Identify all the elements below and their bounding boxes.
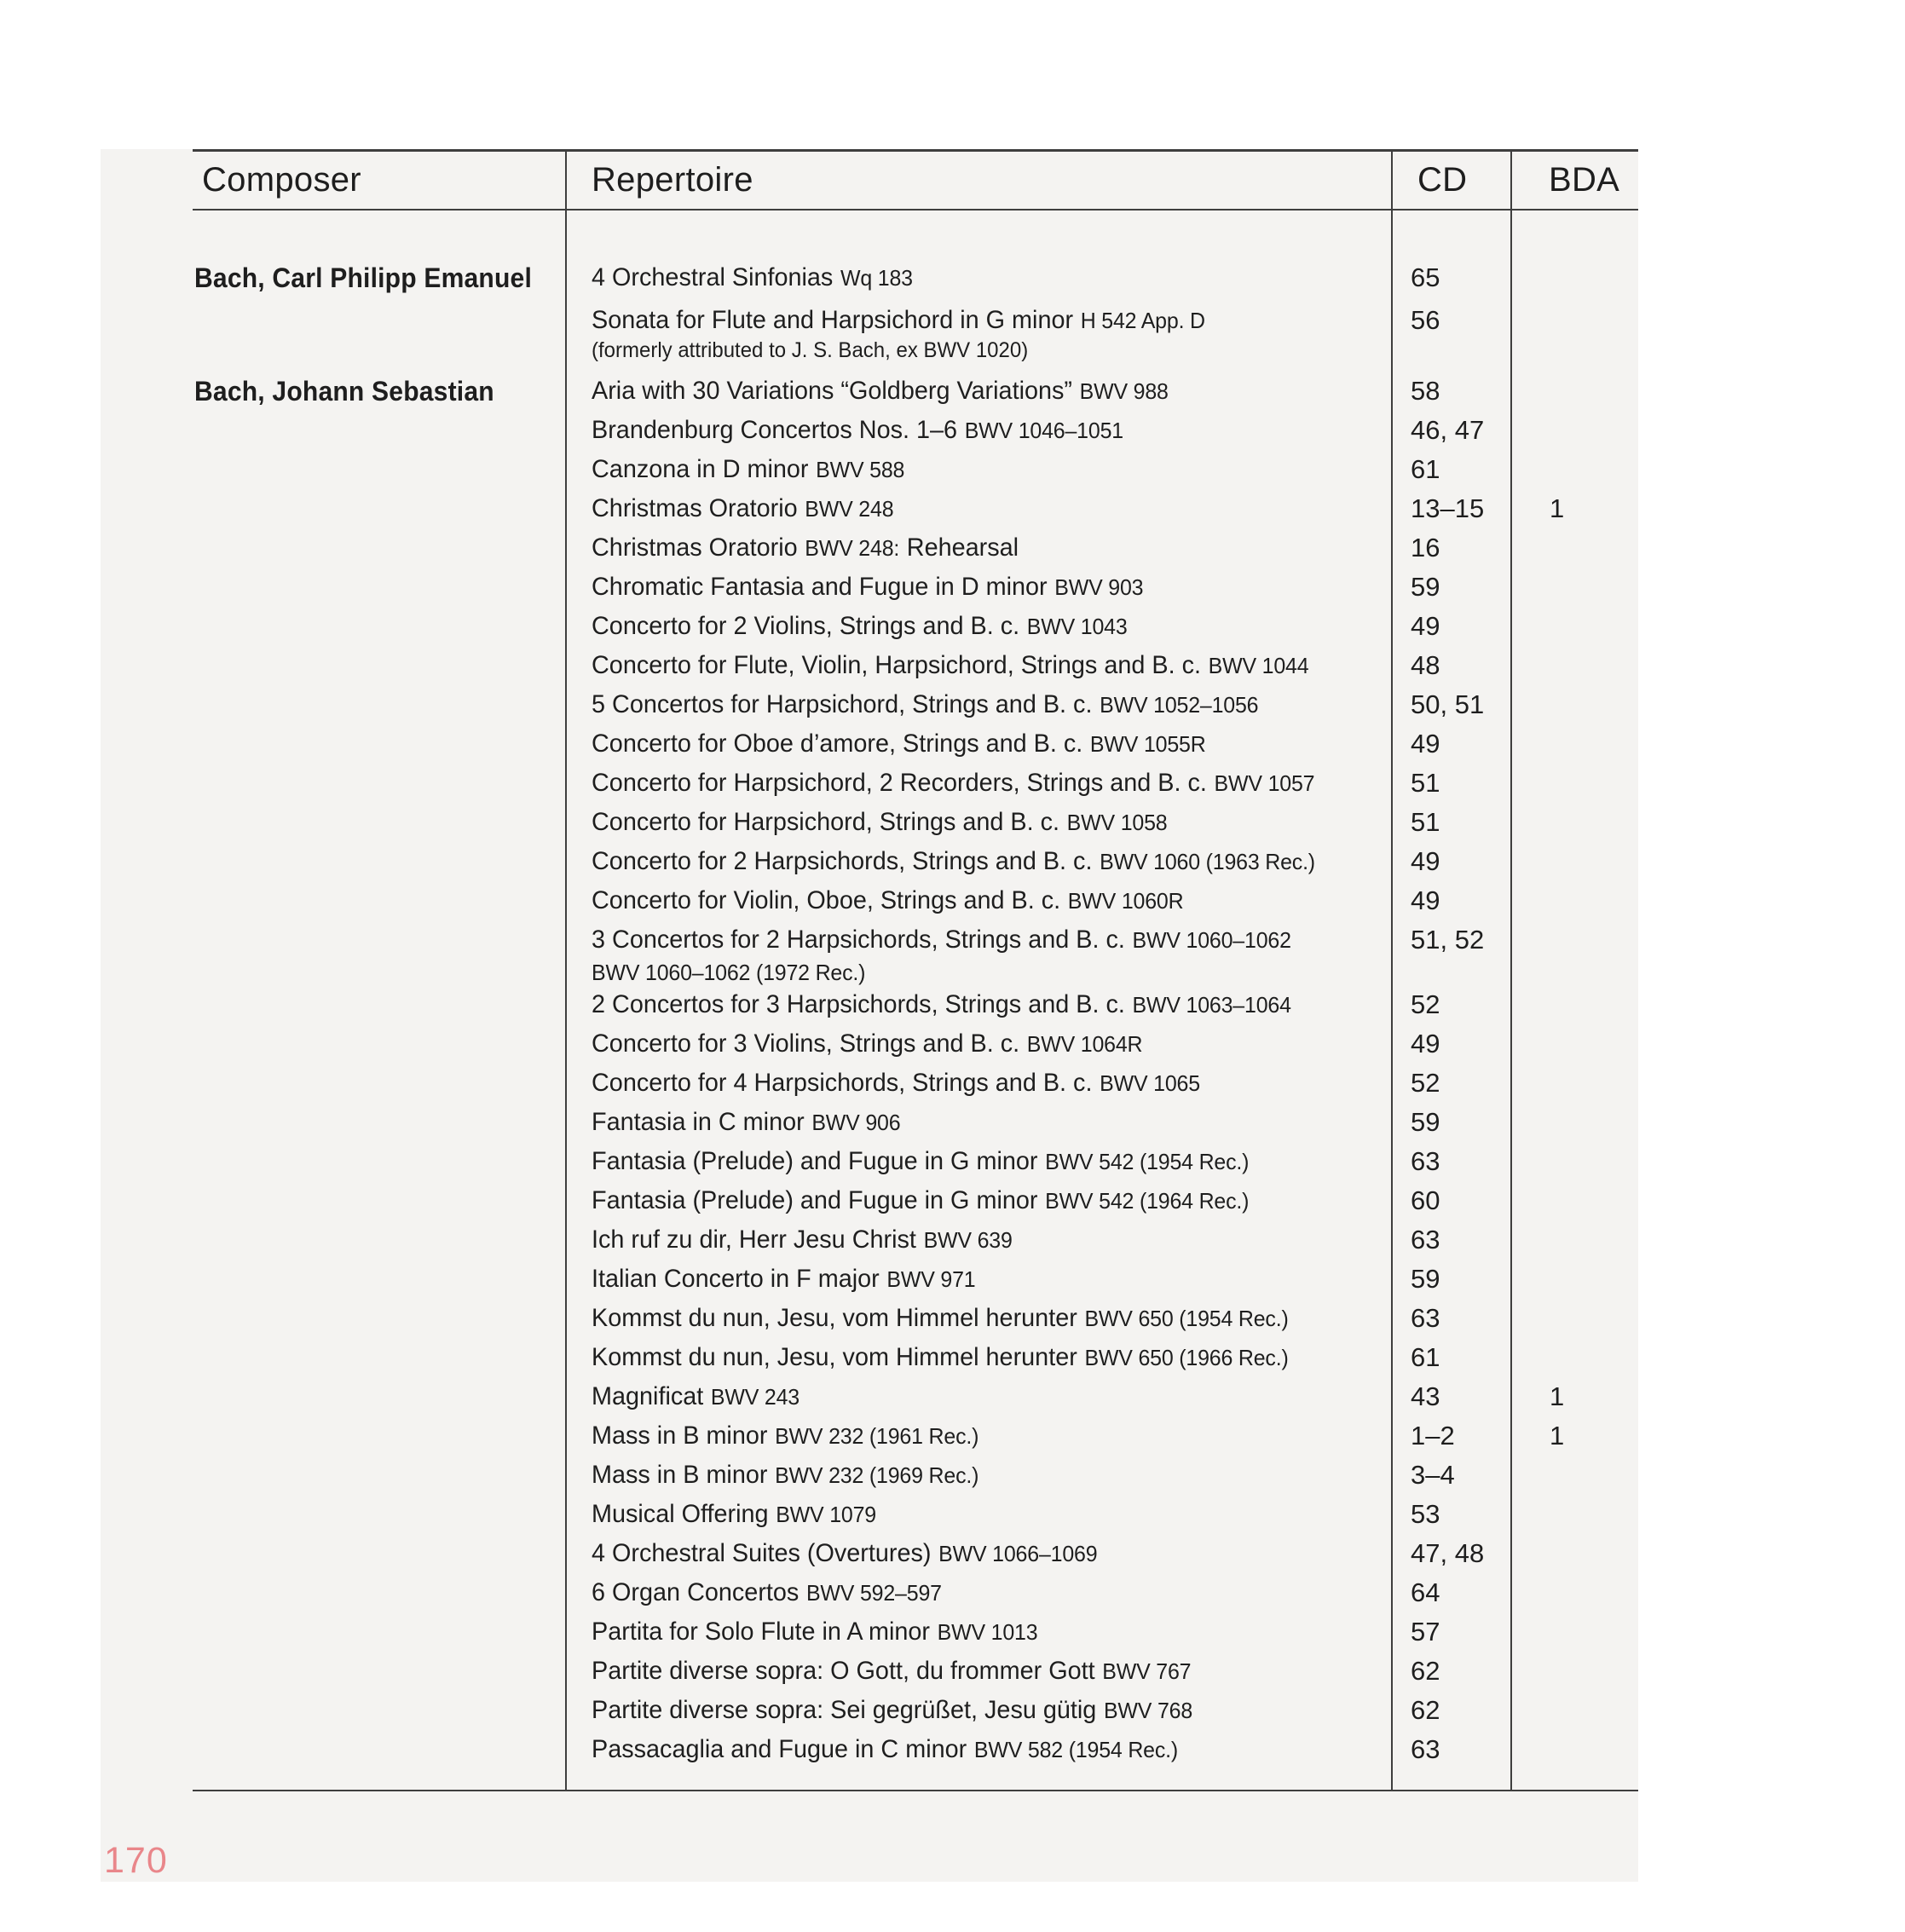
cd-cell xyxy=(1391,1652,1510,1691)
repertoire-cell xyxy=(565,1416,1391,1456)
table-row xyxy=(193,685,1638,724)
cd-numbers: 63 xyxy=(1411,1303,1440,1333)
table-row xyxy=(193,1612,1638,1652)
table-row xyxy=(193,411,1638,450)
table-row xyxy=(193,842,1638,881)
work-title-line xyxy=(592,528,1359,568)
work-title-line xyxy=(592,1024,1359,1064)
cd-cell xyxy=(1391,1416,1510,1456)
work-title: Aria with 30 Variations “Goldberg Variations” xyxy=(592,377,1072,405)
catalog-number: BWV 650 (1954 Rec.) xyxy=(1084,1306,1289,1331)
catalog-number: BWV 1013 xyxy=(937,1619,1038,1645)
work-title: Concerto for Harpsichord, Strings and B. c. xyxy=(592,808,1060,836)
repertoire-cell xyxy=(565,1338,1391,1377)
cd-numbers: 16 xyxy=(1411,533,1440,562)
repertoire-cell xyxy=(565,528,1391,568)
cd-cell xyxy=(1391,450,1510,489)
work-title-line xyxy=(592,1534,1359,1573)
catalog-number: BWV 988 xyxy=(1079,378,1169,404)
table-row xyxy=(193,1220,1638,1260)
work-title: Concerto for Harpsichord, 2 Recorders, Strings and B. c. xyxy=(592,769,1207,797)
table-row xyxy=(193,1299,1638,1338)
cd-cell xyxy=(1391,1730,1510,1769)
work-title: Fantasia (Prelude) and Fugue in G minor xyxy=(592,1186,1038,1214)
catalog-number: BWV 650 (1966 Rec.) xyxy=(1084,1345,1289,1370)
catalog-number: BWV 1064R xyxy=(1026,1031,1143,1057)
work-title: Canzona in D minor xyxy=(592,455,809,483)
cd-cell xyxy=(1391,1024,1510,1064)
column-header-bda: BDA xyxy=(1549,161,1620,199)
cd-numbers: 59 xyxy=(1411,1107,1440,1137)
repertoire-cell xyxy=(565,1534,1391,1573)
cd-numbers: 47, 48 xyxy=(1411,1538,1485,1568)
repertoire-cell xyxy=(565,1181,1391,1220)
catalog-number: BWV 1052–1056 xyxy=(1100,692,1259,718)
repertoire-cell xyxy=(565,489,1391,528)
table-row xyxy=(193,764,1638,803)
table-row xyxy=(193,1181,1638,1220)
cd-cell xyxy=(1391,568,1510,607)
cd-cell xyxy=(1391,1691,1510,1730)
work-title: Mass in B minor xyxy=(592,1422,768,1450)
catalog-number: BWV 592–597 xyxy=(805,1580,942,1606)
cd-numbers: 46, 47 xyxy=(1411,415,1485,445)
table-header-row xyxy=(193,158,1638,202)
repertoire-cell xyxy=(565,1652,1391,1691)
table-row xyxy=(193,1456,1638,1495)
table-row xyxy=(193,258,1638,297)
table-row xyxy=(193,1024,1638,1064)
work-title-line xyxy=(592,1495,1359,1534)
repertoire-cell xyxy=(565,985,1391,1024)
table-row xyxy=(193,372,1638,411)
cd-numbers: 43 xyxy=(1411,1381,1440,1411)
cd-cell xyxy=(1391,528,1510,568)
repertoire-cell xyxy=(565,607,1391,646)
work-title-line xyxy=(592,881,1359,920)
repertoire-cell xyxy=(565,301,1391,363)
cd-cell xyxy=(1391,1573,1510,1612)
composer-name: Bach, Carl Philipp Emanuel xyxy=(194,262,533,293)
cd-cell xyxy=(1391,1064,1510,1103)
cd-cell xyxy=(1391,1456,1510,1495)
scanned-page xyxy=(101,149,1638,1882)
cd-cell xyxy=(1391,1495,1510,1534)
catalog-number: BWV 1057 xyxy=(1214,770,1315,796)
work-title-line xyxy=(592,372,1359,411)
column-header-composer: Composer xyxy=(202,161,361,199)
repertoire-cell xyxy=(565,724,1391,764)
bda-cell xyxy=(1510,1377,1638,1416)
cd-cell xyxy=(1391,607,1510,646)
cd-numbers: 63 xyxy=(1411,1146,1440,1176)
table-row xyxy=(193,1652,1638,1691)
cd-cell xyxy=(1391,1220,1510,1260)
cd-numbers: 61 xyxy=(1411,454,1440,484)
work-title-line xyxy=(592,450,1359,489)
work-title-line xyxy=(592,842,1359,881)
repertoire-cell xyxy=(565,881,1391,920)
repertoire-cell xyxy=(565,258,1391,297)
bda-cell xyxy=(1510,489,1638,528)
repertoire-cell xyxy=(565,1024,1391,1064)
table-row xyxy=(193,724,1638,764)
catalog-number: BWV 232 (1961 Rec.) xyxy=(775,1423,979,1449)
bda-cell xyxy=(1510,1416,1638,1456)
work-title-line xyxy=(592,568,1359,607)
repertoire-cell xyxy=(565,1456,1391,1495)
catalog-number: BWV 1044 xyxy=(1208,653,1309,678)
work-title: Concerto for 2 Harpsichords, Strings and B. c. xyxy=(592,847,1093,875)
work-title-line xyxy=(592,1220,1359,1260)
cd-numbers: 48 xyxy=(1411,650,1440,680)
catalog-number: BWV 1060 (1963 Rec.) xyxy=(1100,849,1315,874)
catalog-number: BWV 588 xyxy=(816,457,905,482)
cd-cell xyxy=(1391,646,1510,685)
cd-numbers: 64 xyxy=(1411,1577,1440,1607)
catalog-number: BWV 971 xyxy=(886,1266,976,1292)
cd-cell xyxy=(1391,881,1510,920)
work-title: Partite diverse sopra: Sei gegrüßet, Jesu gütig xyxy=(592,1696,1097,1724)
work-title: Partite diverse sopra: O Gott, du frommer Gott xyxy=(592,1657,1095,1685)
table-row xyxy=(193,1730,1638,1769)
work-title: Partita for Solo Flute in A minor xyxy=(592,1618,930,1646)
column-header-cd: CD xyxy=(1417,161,1468,199)
table-row xyxy=(193,607,1638,646)
work-title: 2 Concertos for 3 Harpsichords, Strings and B. c. xyxy=(592,990,1125,1018)
cd-numbers: 52 xyxy=(1411,989,1440,1019)
table-row xyxy=(193,489,1638,528)
work-title-line xyxy=(592,1730,1359,1769)
cd-numbers: 49 xyxy=(1411,1029,1440,1058)
table-row xyxy=(193,646,1638,685)
work-title: Passacaglia and Fugue in C minor xyxy=(592,1735,967,1763)
cd-cell xyxy=(1391,1142,1510,1181)
repertoire-cell xyxy=(565,1064,1391,1103)
repertoire-cell xyxy=(565,1730,1391,1769)
cd-cell xyxy=(1391,301,1510,340)
table-row xyxy=(193,1142,1638,1181)
composer-name: Bach, Johann Sebastian xyxy=(194,376,494,407)
work-title: Fantasia (Prelude) and Fugue in G minor xyxy=(592,1147,1038,1175)
table-row xyxy=(193,881,1638,920)
work-title-line xyxy=(592,607,1359,646)
composer-cell xyxy=(193,258,565,297)
table-bottom-rule xyxy=(193,1790,1638,1791)
work-title-line xyxy=(592,685,1359,724)
bda-number: 1 xyxy=(1550,1381,1565,1411)
cd-cell xyxy=(1391,1260,1510,1299)
work-title-line xyxy=(592,1181,1359,1220)
work-title: Sonata for Flute and Harpsichord in G minor xyxy=(592,306,1074,334)
work-title: Christmas Oratorio xyxy=(592,533,798,562)
cd-cell xyxy=(1391,842,1510,881)
cd-numbers: 3–4 xyxy=(1411,1460,1455,1490)
catalog-number: BWV 1043 xyxy=(1026,614,1128,639)
catalog-number: BWV 1060–1062 xyxy=(1132,927,1291,953)
repertoire-cell xyxy=(565,764,1391,803)
work-title-line xyxy=(592,1260,1359,1299)
work-title: Musical Offering xyxy=(592,1500,769,1528)
cd-cell xyxy=(1391,764,1510,803)
table-row xyxy=(193,450,1638,489)
work-title-line xyxy=(592,1416,1359,1456)
table-row xyxy=(193,301,1638,363)
work-title: 4 Orchestral Sinfonias xyxy=(592,263,834,291)
cd-cell xyxy=(1391,1299,1510,1338)
catalog-number: BWV 1065 xyxy=(1100,1070,1200,1096)
work-title-line xyxy=(592,1103,1359,1142)
repertoire-cell xyxy=(565,1142,1391,1181)
catalog-number: BWV 1055R xyxy=(1089,731,1206,757)
cd-numbers: 51, 52 xyxy=(1411,925,1485,954)
work-title: Concerto for Violin, Oboe, Strings and B. c. xyxy=(592,886,1061,914)
repertoire-cell xyxy=(565,1260,1391,1299)
repertoire-cell xyxy=(565,920,1391,985)
work-title: Concerto for 3 Violins, Strings and B. c. xyxy=(592,1029,1020,1058)
catalog-number: BWV 768 xyxy=(1103,1698,1193,1723)
work-title: Magnificat xyxy=(592,1382,704,1410)
catalog-number: BWV 542 (1964 Rec.) xyxy=(1045,1188,1250,1214)
work-title: Kommst du nun, Jesu, vom Himmel herunter xyxy=(592,1343,1077,1371)
work-title-line xyxy=(592,1299,1359,1338)
page-number: 170 xyxy=(104,1840,168,1881)
cd-numbers: 49 xyxy=(1411,611,1440,641)
catalog-number: BWV 1046–1051 xyxy=(964,418,1123,443)
cd-cell xyxy=(1391,411,1510,450)
catalog-number: Wq 183 xyxy=(840,265,913,291)
work-title: 3 Concertos for 2 Harpsichords, Strings and B. c. xyxy=(592,926,1125,954)
table-row xyxy=(193,1260,1638,1299)
work-title-line xyxy=(592,301,1359,340)
cd-cell xyxy=(1391,489,1510,528)
cd-cell xyxy=(1391,1612,1510,1652)
cd-cell xyxy=(1391,985,1510,1024)
column-header-repertoire: Repertoire xyxy=(592,161,753,199)
cd-numbers: 52 xyxy=(1411,1068,1440,1098)
table-top-rule xyxy=(193,149,1638,152)
cd-numbers: 49 xyxy=(1411,846,1440,876)
repertoire-cell xyxy=(565,1573,1391,1612)
work-title: Italian Concerto in F major xyxy=(592,1265,880,1293)
work-title-line xyxy=(592,1377,1359,1416)
repertoire-cell xyxy=(565,450,1391,489)
cd-numbers: 61 xyxy=(1411,1342,1440,1372)
catalog-number: BWV 248 xyxy=(805,496,894,522)
repertoire-cell xyxy=(565,1103,1391,1142)
table-row xyxy=(193,1103,1638,1142)
catalog-number: BWV 232 (1969 Rec.) xyxy=(775,1462,979,1488)
cd-cell xyxy=(1391,1377,1510,1416)
table-row xyxy=(193,528,1638,568)
catalog-number: BWV 542 (1954 Rec.) xyxy=(1045,1149,1250,1174)
table-row xyxy=(193,1691,1638,1730)
composer-cell xyxy=(193,372,565,411)
repertoire-cell xyxy=(565,411,1391,450)
cd-numbers: 62 xyxy=(1411,1656,1440,1686)
work-title-line xyxy=(592,489,1359,528)
work-title: Kommst du nun, Jesu, vom Himmel herunter xyxy=(592,1304,1077,1332)
repertoire-cell xyxy=(565,1377,1391,1416)
cd-numbers: 49 xyxy=(1411,885,1440,915)
work-title-line xyxy=(592,1573,1359,1612)
catalog-number: BWV 248: xyxy=(805,535,900,561)
work-title-line xyxy=(592,1064,1359,1103)
work-title-line xyxy=(592,1612,1359,1652)
catalog-number: BWV 1058 xyxy=(1066,810,1168,835)
work-title: Fantasia in C minor xyxy=(592,1108,805,1136)
catalog-number: BWV 582 (1954 Rec.) xyxy=(973,1737,1179,1762)
work-title-line xyxy=(592,411,1359,450)
table-rows xyxy=(193,211,1638,1769)
repertoire-cell xyxy=(565,685,1391,724)
work-title-line xyxy=(592,1456,1359,1495)
work-title-line xyxy=(592,1142,1359,1181)
cd-numbers: 63 xyxy=(1411,1225,1440,1254)
cd-numbers: 62 xyxy=(1411,1695,1440,1725)
cd-cell xyxy=(1391,1534,1510,1573)
cd-numbers: 63 xyxy=(1411,1734,1440,1764)
cd-numbers: 65 xyxy=(1411,262,1440,292)
cd-cell xyxy=(1391,1103,1510,1142)
repertoire-cell xyxy=(565,842,1391,881)
work-title: Ich ruf zu dir, Herr Jesu Christ xyxy=(592,1226,916,1254)
cd-numbers: 58 xyxy=(1411,376,1440,406)
repertoire-cell xyxy=(565,372,1391,411)
table-row xyxy=(193,1377,1638,1416)
cd-numbers: 50, 51 xyxy=(1411,689,1485,719)
table-row xyxy=(193,803,1638,842)
work-title-line xyxy=(592,646,1359,685)
catalog-number: BWV 1063–1064 xyxy=(1132,992,1291,1018)
cd-cell xyxy=(1391,920,1510,960)
table-row xyxy=(193,1534,1638,1573)
table-row xyxy=(193,920,1638,985)
work-title-line xyxy=(592,920,1359,960)
catalog-number: BWV 906 xyxy=(811,1110,901,1135)
cd-cell xyxy=(1391,1338,1510,1377)
work-title-line xyxy=(592,764,1359,803)
cd-numbers: 60 xyxy=(1411,1185,1440,1215)
work-title: Brandenburg Concertos Nos. 1–6 xyxy=(592,416,958,444)
bda-number: 1 xyxy=(1550,493,1565,523)
catalog-number: BWV 1066–1069 xyxy=(938,1541,1098,1566)
cd-cell xyxy=(1391,685,1510,724)
work-title: Concerto for Flute, Violin, Harpsichord, Strings and B. c. xyxy=(592,651,1202,679)
work-title: 6 Organ Concertos xyxy=(592,1578,800,1606)
work-title: Christmas Oratorio xyxy=(592,494,798,522)
cd-numbers: 53 xyxy=(1411,1499,1440,1529)
work-continuation: BWV 1060–1062 (1972 Rec.) xyxy=(592,960,866,985)
composer-section xyxy=(193,258,1638,363)
cd-numbers: 51 xyxy=(1411,768,1440,798)
cd-numbers: 59 xyxy=(1411,1264,1440,1294)
work-title: Mass in B minor xyxy=(592,1461,768,1489)
cd-numbers: 56 xyxy=(1411,305,1440,335)
catalog-number: BWV 767 xyxy=(1102,1658,1192,1684)
repertoire-cell xyxy=(565,1495,1391,1534)
table-row xyxy=(193,1573,1638,1612)
work-title-line xyxy=(592,803,1359,842)
catalog-number: BWV 1079 xyxy=(776,1502,876,1527)
cd-cell xyxy=(1391,724,1510,764)
table-row xyxy=(193,1416,1638,1456)
cd-numbers: 51 xyxy=(1411,807,1440,837)
repertoire-cell xyxy=(565,568,1391,607)
catalog-number: BWV 639 xyxy=(923,1227,1013,1253)
repertoire-cell xyxy=(565,1691,1391,1730)
table-row xyxy=(193,1064,1638,1103)
cd-cell xyxy=(1391,803,1510,842)
work-title-line xyxy=(592,724,1359,764)
cd-numbers: 57 xyxy=(1411,1617,1440,1647)
table-row xyxy=(193,568,1638,607)
work-title: Concerto for 4 Harpsichords, Strings and B. c. xyxy=(592,1069,1093,1097)
cd-numbers: 1–2 xyxy=(1411,1421,1455,1450)
work-note: (formerly attributed to J. S. Bach, ex BWV 1020) xyxy=(592,338,1029,362)
work-title: Concerto for Oboe d’amore, Strings and B. c. xyxy=(592,730,1083,758)
repertoire-cell xyxy=(565,803,1391,842)
table-row xyxy=(193,985,1638,1024)
cd-numbers: 13–15 xyxy=(1411,493,1485,523)
repertoire-cell xyxy=(565,646,1391,685)
catalog-number: BWV 243 xyxy=(710,1384,800,1410)
cd-numbers: 49 xyxy=(1411,729,1440,758)
work-title-line xyxy=(592,1691,1359,1730)
repertoire-cell xyxy=(565,1220,1391,1260)
work-title-line xyxy=(592,1338,1359,1377)
cd-cell xyxy=(1391,1181,1510,1220)
repertoire-cell xyxy=(565,1612,1391,1652)
cd-numbers: 59 xyxy=(1411,572,1440,602)
repertoire-cell xyxy=(565,1299,1391,1338)
table-row xyxy=(193,1338,1638,1377)
cd-cell xyxy=(1391,258,1510,297)
catalog-number: BWV 1060R xyxy=(1067,888,1184,914)
composer-section xyxy=(193,372,1638,1769)
catalog-number: H 542 App. D xyxy=(1080,308,1205,333)
cd-cell xyxy=(1391,372,1510,411)
table-row xyxy=(193,1495,1638,1534)
work-title: 4 Orchestral Suites (Overtures) xyxy=(592,1539,932,1567)
work-title: Concerto for 2 Violins, Strings and B. c. xyxy=(592,612,1020,640)
work-title: Chromatic Fantasia and Fugue in D minor xyxy=(592,573,1048,601)
work-title: 5 Concertos for Harpsichord, Strings and B. c. xyxy=(592,690,1093,718)
work-title-line xyxy=(592,985,1359,1024)
work-title-line xyxy=(592,258,1359,297)
work-title-line xyxy=(592,1652,1359,1691)
catalog-number: BWV 903 xyxy=(1054,574,1144,600)
work-title-suffix: Rehearsal xyxy=(906,533,1019,562)
bda-number: 1 xyxy=(1550,1421,1565,1450)
